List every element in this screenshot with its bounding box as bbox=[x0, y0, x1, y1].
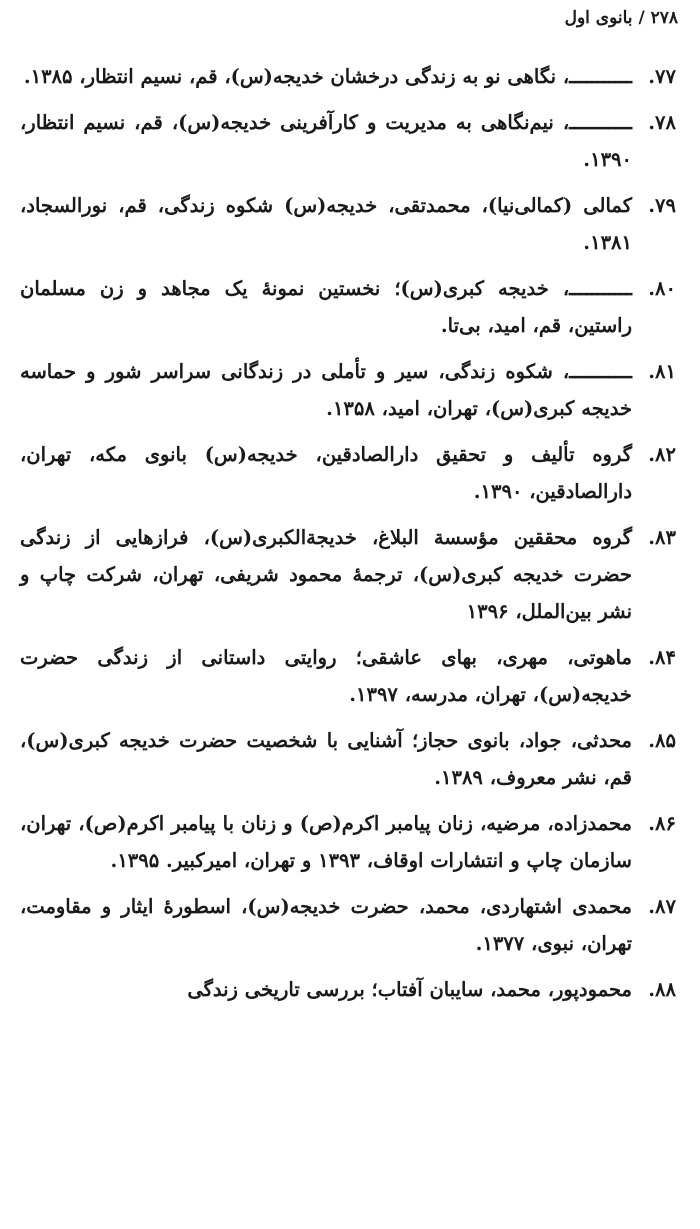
reference-item bbox=[20, 519, 676, 630]
reference-text: گروه تألیف و تحقیق دارالصادقین، خدیجه(س) بانوی مکه، تهران، دارالصادقین، ۱۳۹۰. bbox=[20, 443, 632, 503]
reference-text: محدثی، جواد، بانوی حجاز؛ آشنایی با شخصیت حضرت خدیجه کبری(س)، قم، نشر معروف، ۱۳۸۹. bbox=[20, 729, 632, 789]
reference-text: ـــــــــــ، نگاهی نو به زندگی درخشان خدیجه(س)، قم، نسیم انتظار، ۱۳۸۵. bbox=[23, 65, 632, 88]
reference-item bbox=[20, 104, 676, 178]
reference-number: ۸۴. bbox=[648, 646, 676, 669]
reference-text: کمالی (کمالی‌نیا)، محمدتقی، خدیجه(س) شکوه زندگی، قم، نورالسجاد، ۱۳۸۱. bbox=[20, 194, 632, 254]
reference-item bbox=[20, 353, 676, 427]
reference-number: ۷۹. bbox=[648, 194, 676, 217]
reference-number: ۷۸. bbox=[648, 111, 676, 134]
reference-item bbox=[20, 270, 676, 344]
reference-item bbox=[20, 805, 676, 879]
reference-item bbox=[20, 971, 676, 1008]
reference-item bbox=[20, 888, 676, 962]
reference-item bbox=[20, 187, 676, 261]
reference-number: ۸۸. bbox=[648, 978, 676, 1001]
reference-text: محمدزاده، مرضیه، زنان پیامبر اکرم(ص) و زنان با پیامبر اکرم(ص)، تهران، سازمان چاپ و انتشارات اوقاف، ۱۳۹۳ و تهران، امیرکبیر. ۱۳۹۵. bbox=[20, 812, 632, 872]
reference-number: ۸۳. bbox=[648, 526, 676, 549]
reference-item bbox=[20, 58, 676, 95]
reference-text: ـــــــــــ، شکوه زندگی، سیر و تأملی در زندگانی سراسر شور و حماسه خدیجه کبری(س)، تهران، امید، ۱۳۵۸. bbox=[20, 360, 632, 420]
reference-item bbox=[20, 722, 676, 796]
reference-number: ۸۰. bbox=[648, 277, 676, 300]
reference-number: ۸۵. bbox=[648, 729, 676, 752]
reference-text: ـــــــــــ، نیم‌نگاهی به مدیریت و کارآفرینی خدیجه(س)، قم، نسیم انتظار، ۱۳۹۰. bbox=[20, 111, 632, 171]
running-header: ۲۷۸ / بانوی اول bbox=[564, 8, 678, 28]
reference-text: محمدی اشتهاردی، محمد، حضرت خدیجه(س)، اسطورهٔ ایثار و مقاومت، تهران، نبوی، ۱۳۷۷. bbox=[20, 895, 632, 955]
reference-text: گروه محققین مؤسسة البلاغ، خدیجة‌الکبری(س)، فرازهایی از زندگی حضرت خدیجه کبری(س)، ترجمهٔ محمود شریفی، تهران، شرکت چاپ و نشر بین‌الملل، ۱۳۹۶ bbox=[20, 526, 632, 623]
reference-number: ۸۱. bbox=[648, 360, 676, 383]
reference-text: ـــــــــــ، خدیجه کبری(س)؛ نخستین نمونهٔ یک مجاهد و زن مسلمان راستین، قم، امید، بی‌تا. bbox=[20, 277, 632, 337]
reference-number: ۷۷. bbox=[648, 65, 676, 88]
reference-number: ۸۷. bbox=[648, 895, 676, 918]
reference-number: ۸۶. bbox=[648, 812, 676, 835]
reference-item bbox=[20, 639, 676, 713]
reference-text: ماهوتی، مهری، بهای عاشقی؛ روایتی داستانی از زندگی حضرت خدیجه(س)، تهران، مدرسه، ۱۳۹۷. bbox=[20, 646, 632, 706]
reference-item bbox=[20, 436, 676, 510]
reference-list bbox=[20, 58, 676, 1017]
reference-number: ۸۲. bbox=[648, 443, 676, 466]
reference-text: محمودپور، محمد، سایبان آفتاب؛ بررسی تاریخی زندگی bbox=[187, 978, 632, 1001]
